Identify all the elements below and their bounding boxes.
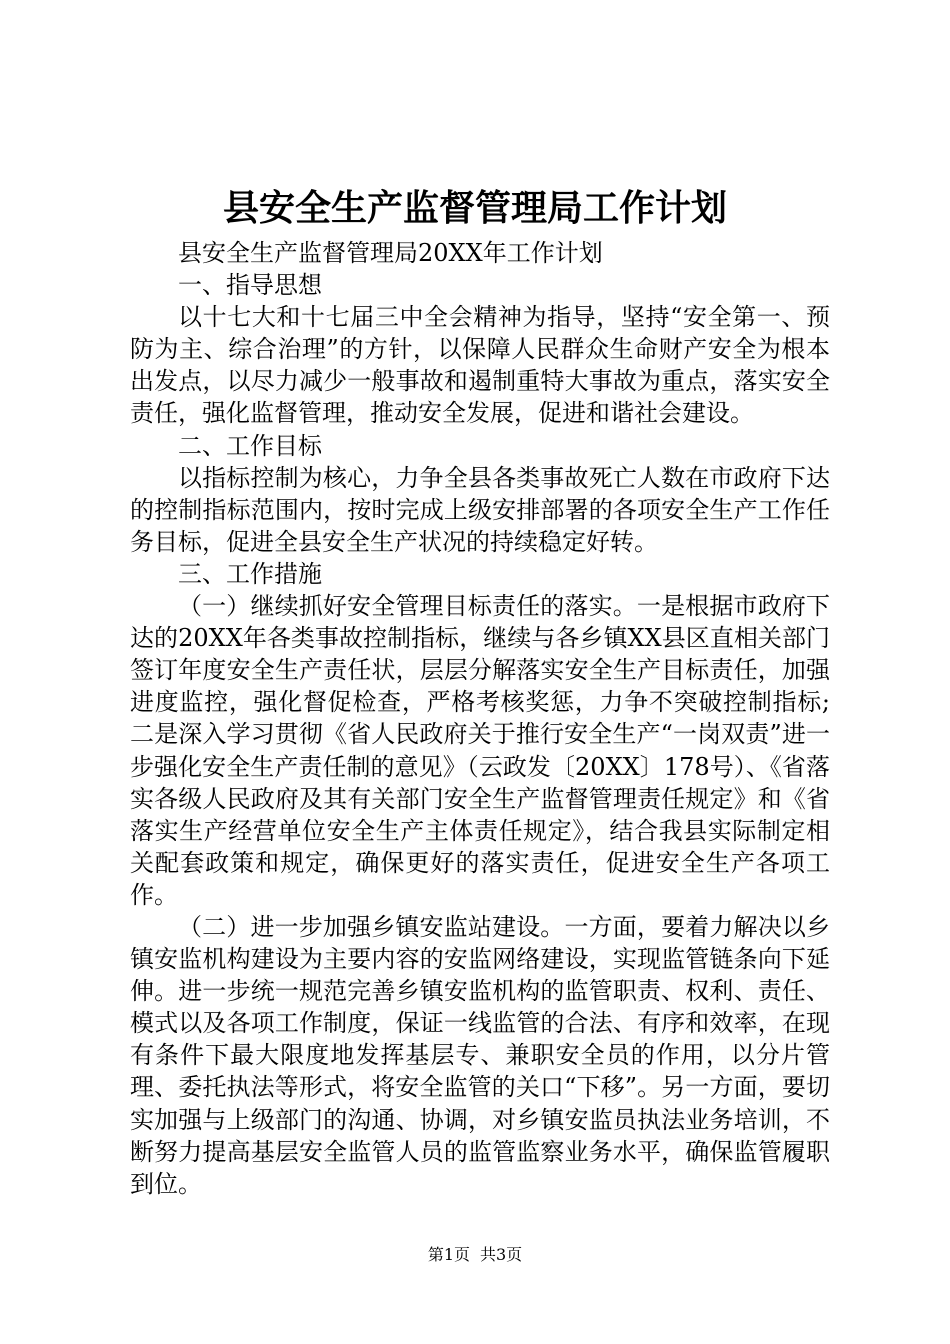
page-footer <box>0 1243 950 1267</box>
section-heading-guiding-thought: 一、指导思想 <box>178 271 322 300</box>
paragraph-work-goals: 以指标控制为核心，力争全县各类事故死亡人数在市政府下达的控制指标范围内，按时完成上级安排部署的各项安全生产工作任务目标，促进全县安全生产状况的持续稳定好转。 <box>130 463 830 556</box>
section-heading-work-measures: 三、工作措施 <box>178 559 322 588</box>
document-body <box>130 237 830 1200</box>
page-total: 共3页 <box>480 1245 523 1264</box>
page-title: 县安全生产监督管理局工作计划 <box>222 187 727 229</box>
paragraph-measure-one: （一）继续抓好安全管理目标责任的落实。一是根据市政府下达的20XX年各类事故控制指标，继续与各乡镇XX县区直相关部门签订年度安全生产责任状，层层分解落实安全生产目标责任，加强进度监控，强化督促检查，严格考核奖惩，力争不突破控制指标;二是深入学习贯彻《省人民政府关于推行安全生产“一岗双责”进一步强化安全生产责任制的意见》（云政发〔20XX〕178号）、《省落实各级人民政府及其有关部门安全生产监督管理责任规定》和《省落实生产经营单位安全生产主体责任规定》，结合我县实际制定相关配套政策和规定，确保更好的落实责任，促进安全生产各项工作。 <box>130 592 830 909</box>
subtitle-paragraph: 县安全生产监督管理局20XX年工作计划 <box>178 239 603 267</box>
paragraph-measure-two: （二）进一步加强乡镇安监站建设。一方面，要着力解决以乡镇安监机构建设为主要内容的安监网络建设，实现监管链条向下延伸。进一步统一规范完善乡镇安监机构的监管职责、权利、责任、模式以及各项工作制度，保证一线监管的合法、有序和效率，在现有条件下最大限度地发挥基层专、兼职安全员的作用，以分片管理、委托执法等形式，将安全监管的关口“下移”。另一方面，要切实加强与上级部门的沟通、协调，对乡镇安监员执法业务培训，不断努力提高基层安全监管人员的监管监察业务水平，确保监管履职到位。 <box>130 912 830 1198</box>
paragraph-guiding-thought: 以十七大和十七届三中全会精神为指导，坚持“安全第一、预防为主、综合治理”的方针，以保障人民群众生命财产安全为根本出发点，以尽力减少一般事故和遏制重特大事故为重点，落实安全责任，强化监督管理，推动安全发展，促进和谐社会建设。 <box>130 303 830 428</box>
page-number: 第1页 <box>427 1245 470 1264</box>
section-heading-work-goals: 二、工作目标 <box>178 431 322 460</box>
